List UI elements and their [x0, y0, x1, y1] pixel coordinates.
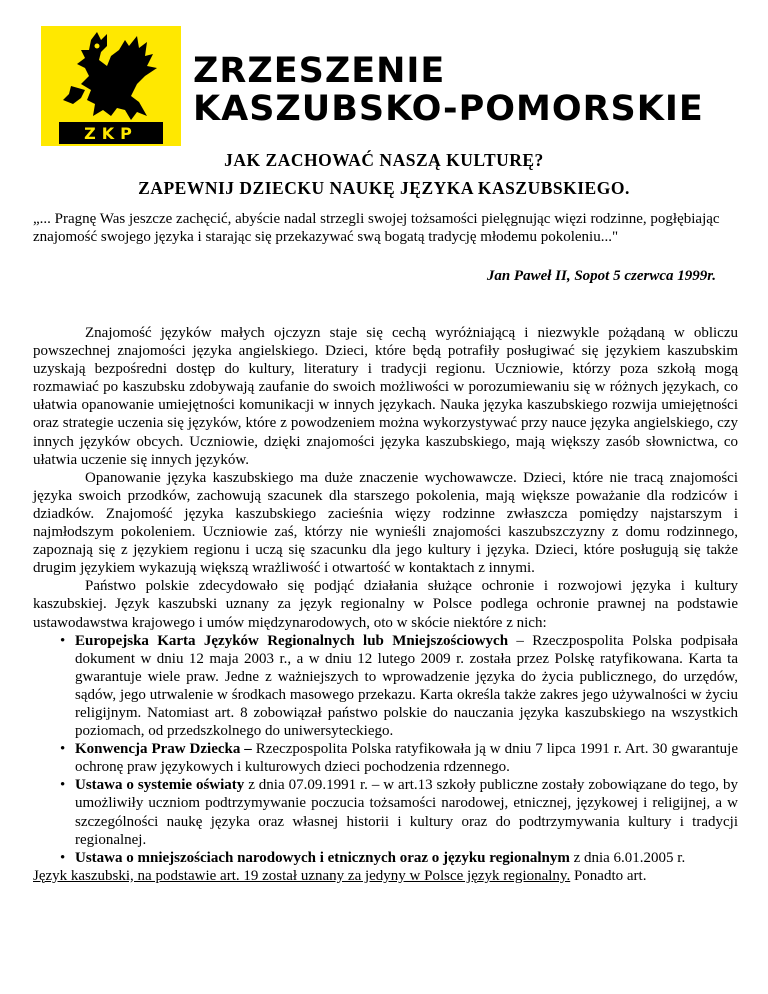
list-item-text: Rzeczpospolita Polska ratyfikowała ją w dniu 7 lipca 1991 r. Art. 30 gwarantuje ochronę praw językowych i kulturowych dzieci pochodzenia rdzennego.	[75, 741, 738, 776]
organization-name	[193, 52, 704, 128]
list-item	[60, 740, 738, 776]
document-title-line2: ZAPEWNIJ DZIECKU NAUKĘ JĘZYKA KASZUBSKIEGO.	[138, 178, 630, 198]
paragraph: Znajomość języków małych ojczyzn staje się cechą wyróżniającą i niezwykle pożądaną w obliczu powszechnej znajomości języka angielskiego. Dzieci, które będą potrafiły posługiwać się językiem kaszubskim uzyskają bezpośredni dostęp do kultury, literatury i tradycji regionu. Uczniowie, którzy poza szkołą mogą rozmawiać po kaszubsku zdobywają zaufanie do swoich możliwości w porozumiewaniu się w różnych językach, co ułatwia opanowanie umiejętności komunikacji w innych językach. Nauka języka kaszubskiego rozwija umiejętności oraz strategie uczenia się języków, które z powodzeniem można wykorzystywać przy nauce języka angielskiego, czy innych języków obcych. Uczniowie, dzięki znajomości języka kaszubskiego, mają większy zasób słownictwa, co ułatwia uczenie się innych języków.	[33, 325, 738, 468]
list-item-title: Ustawa o systemie oświaty	[75, 777, 245, 794]
final-paragraph	[33, 867, 738, 885]
paragraph: Państwo polskie zdecydowało się podjąć działania służące ochronie i rozwojowi języka i kultury kaszubskiej. Język kaszubski uznany za język regionalny w Polsce podlega ochronie prawnej na podstawie ustawodawstwa krajowego i umów międzynarodowych, oto w skócie niektóre z nich:	[33, 578, 738, 631]
list-item-text: z dnia 6.01.2005 r.	[569, 849, 686, 866]
organization-name-line2: KASZUBSKO-POMORSKIE	[193, 89, 704, 129]
organization-name-line1: ZRZESZENIE	[193, 51, 446, 91]
logo-initials: ZKP	[84, 124, 138, 143]
document-title-line1: JAK ZACHOWAĆ NASZĄ KULTURĘ?	[224, 150, 544, 170]
final-text: Ponadto art.	[570, 867, 647, 884]
final-underlined-text: Język kaszubski, na podstawie art. 19 został uznany za jedyny w Polsce język regionalny.	[33, 867, 571, 884]
zkp-logo	[41, 26, 181, 146]
bullet-icon: •	[60, 849, 66, 866]
list-item-title: Europejska Karta Języków Regionalnych lub Mniejszościowych	[75, 632, 509, 649]
list-item	[60, 849, 738, 867]
list-item-title: Konwencja Praw Dziecka –	[75, 741, 252, 758]
list-item-title: Ustawa o mniejszościach narodowych i etnicznych oraz o języku regionalnym	[75, 849, 570, 866]
quote-text: „... Pragnę Was jeszcze zachęcić, abyście nadal strzegli swojej tożsamości pielęgnując więzi rodzinne, pogłębiając znajomość swojego języka i starając się przekazywać swą bogatą tradycję młodemu pokoleniu..."	[33, 211, 720, 245]
bullet-icon: •	[60, 632, 66, 649]
list-item	[60, 632, 738, 741]
paragraph: Opanowanie języka kaszubskiego ma duże znaczenie wychowawcze. Dzieci, które nie tracą znajomości języka swoich przodków, zachowują szacunek dla starszego pokolenia, mają większe poważanie dla rodziców i dziadków. Znajomość języka kaszubskiego zacieśnia więzy rodzinne zwłaszcza pomiędzy najstarszym i najmłodszym pokoleniem. Uczniowie zaś, którzy nie wynieśli znajomości kaszubszczyzny z domu rodzinnego, zapoznają się z językiem regionu i uczą się szacunku dla jego kultury i języka. Dzieci, które posługują się także drugim językiem wykazują większą wrażliwość i otwartość w kontaktach z innymi.	[33, 469, 738, 577]
griffin-emblem-icon	[41, 26, 181, 146]
list-item-text: z dnia 07.09.1991 r. – w art.13 szkoły publiczne zostały zobowiązane do tego, by umożliwiły uczniom podtrzymywanie poczucia tożsamości narodowej, etnicznej, językowej i religijnej, a w szczególności naukę języka oraz własnej historii i kultury oraz do podtrzymywania kultury i tradycji regionalnej.	[75, 777, 738, 848]
bullet-icon: •	[60, 741, 66, 758]
list-item	[60, 776, 738, 848]
legal-acts-list	[33, 632, 738, 867]
document-body	[33, 324, 738, 885]
list-item-text: – Rzeczpospolita Polska podpisała dokument w dniu 12 maja 2003 r., a w dniu 12 lutego 2009 r. została przez Polskę ratyfikowana. Karta ta gwarantuje wiele praw. Jedne z ważniejszych to wprowadzenie języka do życia publicznego, do urzędów, sądów, jego utrwalenie w środkach masowego przekazu. Karta określa także zakres jego używalności w życiu religijnym. Natomiast art. 8 zobowiązał państwo polskie do nauczania języka kaszubskiego na wszystkich poziomach, od przedszkolnego do uniwersyteckiego.	[75, 632, 738, 740]
bullet-icon: •	[60, 777, 66, 794]
quote-citation: Jan Paweł II, Sopot 5 czerwca 1999r.	[486, 268, 716, 284]
